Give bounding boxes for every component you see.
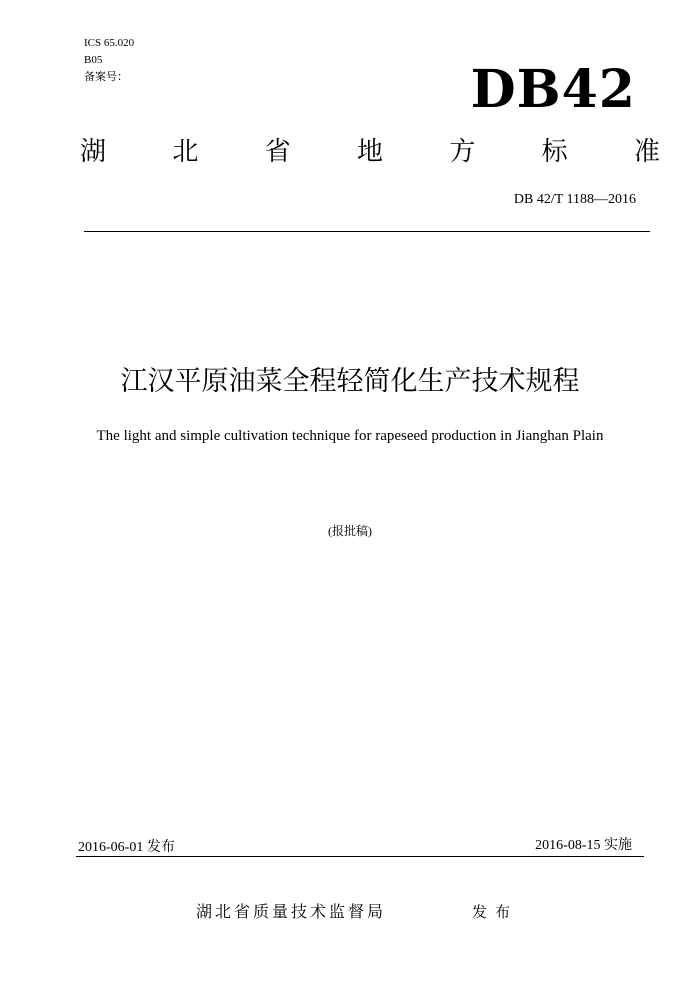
draft-status: (报批稿) <box>328 524 372 538</box>
filing-number-label: 备案号： <box>84 71 128 83</box>
db-code-logo: DB42 <box>470 59 636 120</box>
document-title-en: The light and simple cultivation technique for rapeseed production in Jianghan Plain <box>96 428 604 444</box>
standard-type-char: 湖 <box>80 137 107 167</box>
ccs-code: B05 <box>84 54 103 66</box>
standard-type-char: 准 <box>633 137 660 167</box>
standard-type-char: 地 <box>356 137 383 167</box>
standard-type-char: 方 <box>449 137 476 167</box>
issuing-authority: 湖北省质量技术监督局 <box>196 902 387 921</box>
document-title-cn: 江汉平原油菜全程轻简化生产技术规程 <box>120 366 580 397</box>
top-divider <box>84 231 650 232</box>
issue-date: 2016-06-01 发布 <box>78 840 175 855</box>
standard-type-char: 省 <box>264 137 291 167</box>
implementation-date: 2016-08-15 实施 <box>535 838 632 853</box>
standard-type-char: 标 <box>541 137 568 167</box>
standard-type-heading <box>80 134 660 170</box>
bottom-divider <box>76 856 644 857</box>
issue-label: 发布 <box>472 903 519 921</box>
standard-type-char: 北 <box>172 137 199 167</box>
ics-code: ICS 65.020 <box>84 37 135 49</box>
standard-number: DB 42/T 1188—2016 <box>513 192 636 207</box>
